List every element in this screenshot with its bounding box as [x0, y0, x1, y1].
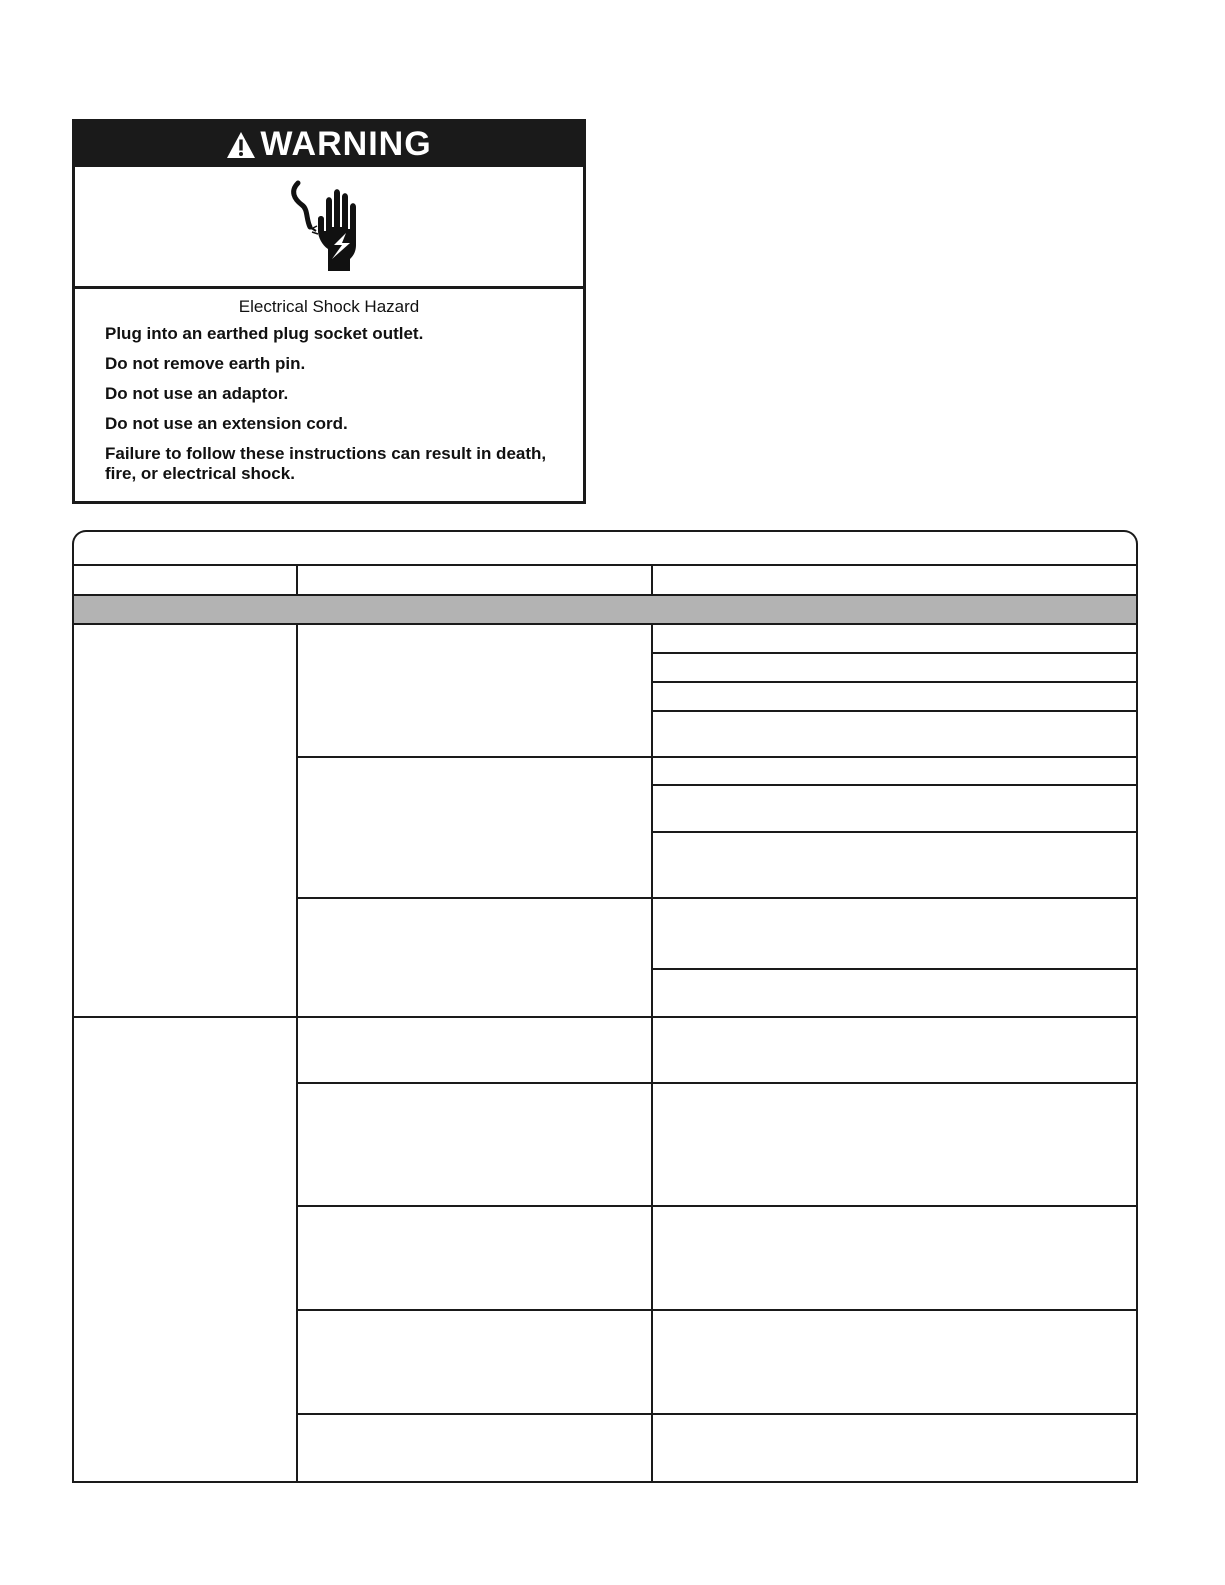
table-rule — [296, 1205, 1138, 1207]
cause-cell — [298, 625, 651, 756]
table-rule — [651, 968, 1138, 970]
table-rule — [296, 1413, 1138, 1415]
table-rule — [72, 1481, 1138, 1483]
solution-cell — [653, 970, 1136, 1016]
table-rule — [651, 681, 1138, 683]
electrical-shock-hand-icon — [284, 179, 374, 275]
cause-cell — [298, 899, 651, 1016]
solution-cell — [653, 1415, 1136, 1481]
solution-cell — [653, 786, 1136, 831]
solution-cell — [653, 625, 1136, 652]
cause-cell — [298, 1084, 651, 1205]
table-rule — [296, 1082, 1138, 1084]
table-rule — [72, 564, 1138, 566]
solution-cell — [653, 1311, 1136, 1413]
table-rule — [296, 623, 298, 1483]
warning-box — [72, 119, 586, 504]
troubleshooting-table — [72, 530, 1138, 1483]
table-rule — [72, 564, 74, 1483]
solution-cell — [653, 899, 1136, 968]
table-rule — [651, 652, 1138, 654]
cause-cell — [298, 1311, 651, 1413]
table-rule — [296, 564, 298, 594]
solution-cell — [653, 1207, 1136, 1309]
solution-cell — [653, 1084, 1136, 1205]
table-rule — [72, 623, 1138, 625]
table-rule — [296, 756, 1138, 758]
cause-cell — [298, 1018, 651, 1082]
table-caption-bar — [72, 530, 1138, 564]
instruction-item: Do not use an adaptor. — [105, 384, 289, 403]
warning-header — [75, 122, 583, 167]
alert-triangle-icon — [226, 131, 256, 159]
solution-cell — [653, 758, 1136, 784]
cause-cell — [298, 758, 651, 897]
solution-cell — [653, 833, 1136, 897]
table-rule — [72, 594, 1138, 596]
table-rule — [651, 564, 653, 594]
solution-cell — [653, 1018, 1136, 1082]
hazard-title: Electrical Shock Hazard — [238, 297, 420, 316]
table-rule — [651, 710, 1138, 712]
warning-body — [75, 289, 583, 484]
problem-cell — [74, 625, 296, 1016]
solution-cell — [653, 654, 1136, 681]
table-grid — [72, 564, 1138, 1483]
column-header-cause — [298, 566, 651, 594]
instruction-item: Do not use an extension cord. — [105, 414, 348, 433]
solution-cell — [653, 683, 1136, 710]
solution-cell — [653, 712, 1136, 756]
column-header-solution — [653, 566, 1136, 594]
table-rule — [651, 784, 1138, 786]
column-header-problem — [74, 566, 296, 594]
table-rule — [296, 1309, 1138, 1311]
hazard-icon-area — [75, 167, 583, 289]
instruction-item: Do not remove earth pin. — [105, 354, 306, 373]
instruction-item: Failure to follow these instructions can result in death, fire, or electrical shock. — [105, 444, 547, 483]
table-rule — [72, 1016, 1138, 1018]
table-rule — [651, 623, 653, 1483]
table-rule — [296, 897, 1138, 899]
warning-signal-word: WARNING — [260, 125, 432, 163]
table-rule — [651, 831, 1138, 833]
cause-cell — [298, 1415, 651, 1481]
cause-cell — [298, 1207, 651, 1309]
section-band — [74, 596, 1136, 623]
problem-cell — [74, 1018, 296, 1481]
table-rule — [1136, 564, 1138, 1483]
instruction-item: Plug into an earthed plug socket outlet. — [105, 324, 424, 343]
